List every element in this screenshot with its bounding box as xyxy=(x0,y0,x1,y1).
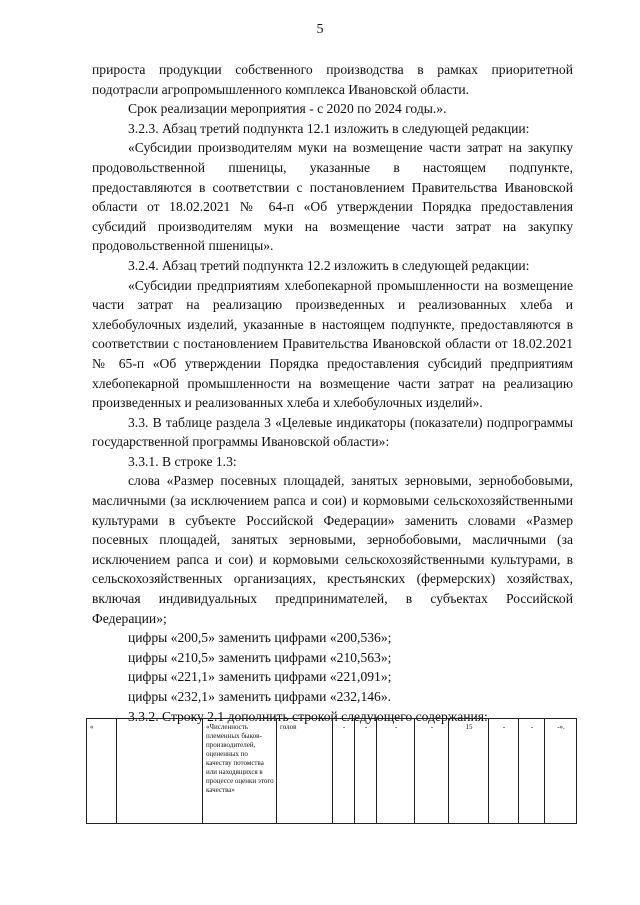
paragraph: 3.2.4. Абзац третий подпункта 12.2 изложить в следующей редакции: xyxy=(128,257,530,273)
table-cell: - xyxy=(489,719,519,824)
table-cell: -». xyxy=(545,719,577,824)
table-cell: - xyxy=(377,719,415,824)
paragraph: цифры «221,1» заменить цифрами «221,091»; xyxy=(128,669,392,685)
table-cell: « xyxy=(87,719,117,824)
paragraph: цифры «232,1» заменить цифрами «232,146». xyxy=(128,689,392,704)
paragraph: цифры «200,5» заменить цифрами «200,536»; xyxy=(128,630,392,646)
table-row xyxy=(87,719,577,824)
page-number: 5 xyxy=(316,22,324,37)
document-body xyxy=(92,60,573,726)
paragraph: 3.3.2. Строку 2.1 дополнить строкой следующего содержания: xyxy=(128,708,488,724)
paragraph: Срок реализации мероприятия - с 2020 по 2024 годы.». xyxy=(128,101,447,117)
paragraph: «Субсидии предприятиям хлебопекарной промышленности на возмещение части затрат на реализацию произведенных и реализованных хлеба и хлебобулочных изделий, указанные в настоящем подпункте, предоставляются в соответствии с постановлением Правительства Ивановской области от 18.02.2021 № 65-п «Об утверждении Порядка предоставления субсидий предприятиям хлебопекарной промышленности на возмещение части затрат на реализацию произведенных и реализованных хлеба и хлебобулочных изделий». xyxy=(92,277,573,411)
paragraph: 3.3. В таблице раздела 3 «Целевые индикаторы (показатели) подпрограммы государственной программы Ивановской области»: xyxy=(92,414,573,450)
table-cell: - xyxy=(519,719,545,824)
paragraph: 3.2.3. Абзац третий подпункта 12.1 изложить в следующей редакции: xyxy=(128,120,530,136)
paragraph: прироста продукции собственного производства в рамках приоритетной подотрасли агропромышленного комплекса Ивановской области. xyxy=(92,62,573,97)
paragraph: цифры «210,5» заменить цифрами «210,563»; xyxy=(128,649,392,665)
paragraph: слова «Размер посевных площадей, занятых зерновыми, зернобобовыми, масличными (за исключением рапса и сои) и кормовыми сельскохозяйственными культурами в субъекте Российской Федерации» заменить словами «Размер посевных площадей, занятых зерновыми, зернобобовыми, масличными (за исключением рапса и сои) и кормовыми сельскохозяйственными культурами, в сельскохозяйственных организациях, крестьянских (фермерских) хозяйствах, включая индивидуальных предпринимателей, в субъектах Российской Федерации»; xyxy=(92,473,573,626)
table-cell: «Численность племенных быков-производителей, оцененных по качеству потомства или находящихся в процессе оценки этого качества» xyxy=(203,719,277,824)
table-cell: 15 xyxy=(449,719,489,824)
table-cell xyxy=(117,719,203,824)
paragraph: «Субсидии производителям муки на возмещение части затрат на закупку продовольственной пшеницы, указанные в настоящем подпункте, предоставляются в соответствии с постановлением Правительства Ивановской области от 18.02.2021 № 64-п «Об утверждении Порядка предоставления субсидий производителям муки на возмещение части затрат на закупку продовольственной пшеницы». xyxy=(92,140,573,254)
table-cell: - xyxy=(415,719,449,824)
table-cell: голов xyxy=(277,719,333,824)
table-cell: - xyxy=(355,719,377,824)
paragraph: 3.3.1. В строке 1.3: xyxy=(128,453,237,469)
table-cell: - xyxy=(333,719,355,824)
indicator-table xyxy=(86,718,577,824)
